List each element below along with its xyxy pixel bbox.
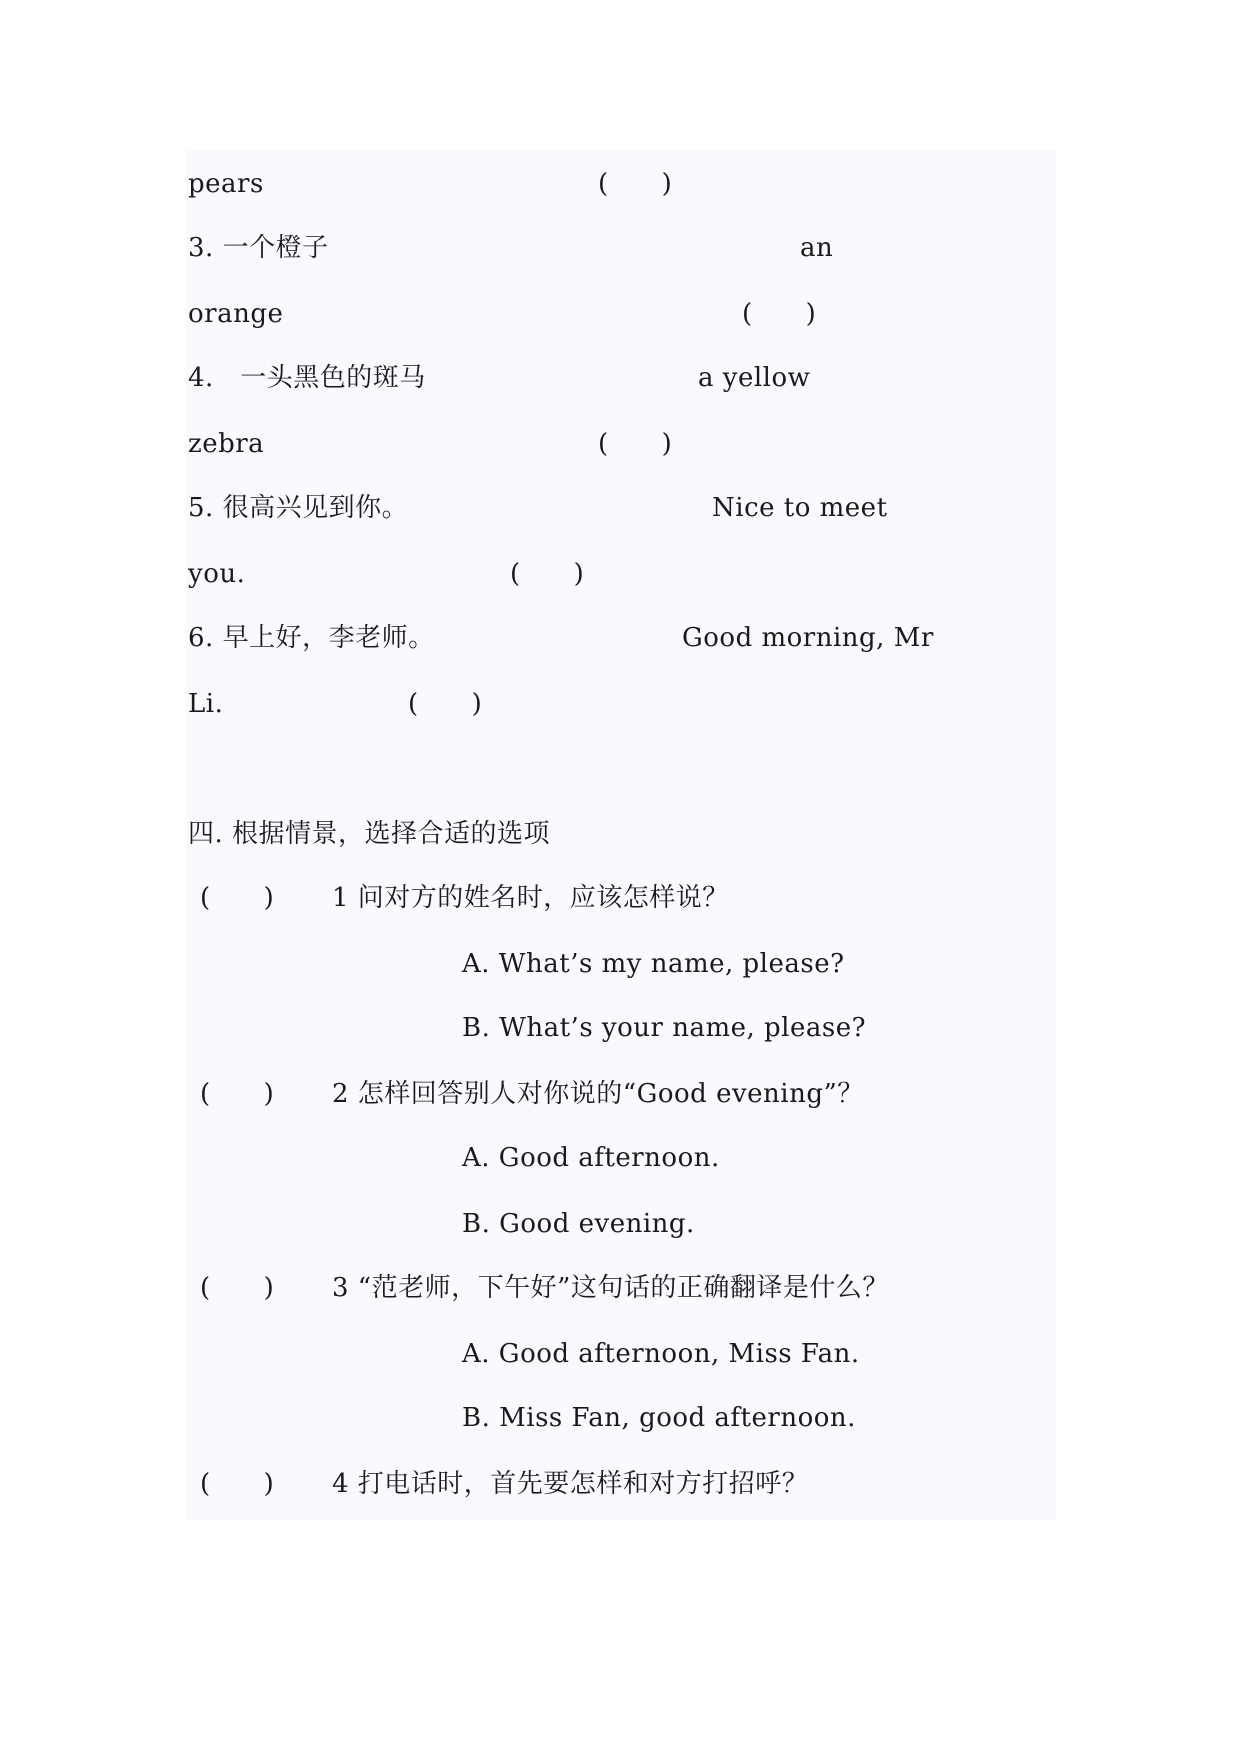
section4-heading: 四. 根据情景，选择合适的选项 <box>188 819 551 849</box>
item3-english: an <box>800 233 834 263</box>
item4-answer-parens: ( ) <box>598 429 673 459</box>
q3-answer-parens: ( ) <box>200 1273 275 1303</box>
q1-option-a: A. What’s my name, please? <box>462 949 845 979</box>
item5-answer-parens: ( ) <box>510 559 585 589</box>
q3-option-a: A. Good afternoon, Miss Fan. <box>462 1339 860 1369</box>
item4-english: a yellow <box>698 363 811 393</box>
q2-answer-parens: ( ) <box>200 1079 275 1109</box>
q2-question: 2 怎样回答别人对你说的“Good evening”？ <box>332 1079 864 1109</box>
item6-answer-parens: ( ) <box>408 689 483 719</box>
item5-english: Nice to meet <box>712 493 888 523</box>
q1-option-b: B. What’s your name, please? <box>462 1013 867 1043</box>
item2-english-tail: pears <box>188 169 264 199</box>
q2-option-a: A. Good afternoon. <box>462 1143 720 1173</box>
item3-english-tail: orange <box>188 299 284 329</box>
item2-answer-parens: ( ) <box>598 169 673 199</box>
item3-answer-parens: ( ) <box>742 299 817 329</box>
item5-english-tail: you. <box>188 559 246 589</box>
q1-answer-parens: ( ) <box>200 883 275 913</box>
item6-english-tail: Li. <box>188 689 224 719</box>
q3-question: 3 “范老师，下午好”这句话的正确翻译是什么？ <box>332 1273 889 1303</box>
item4-english-tail: zebra <box>188 429 265 459</box>
q4-answer-parens: ( ) <box>200 1469 275 1499</box>
item3-chinese: 3. 一个橙子 <box>188 233 329 263</box>
item6-english: Good morning, Mr <box>682 623 934 653</box>
q2-option-b: B. Good evening. <box>462 1209 695 1239</box>
item6-chinese: 6. 早上好，李老师。 <box>188 623 435 653</box>
q3-option-b: B. Miss Fan, good afternoon. <box>462 1403 856 1433</box>
item4-chinese: 4. 一头黑色的斑马 <box>188 363 426 393</box>
q1-question: 1 问对方的姓名时，应该怎样说？ <box>332 883 729 913</box>
q4-question: 4 打电话时，首先要怎样和对方打招呼？ <box>332 1469 809 1499</box>
item5-chinese: 5. 很高兴见到你。 <box>188 493 409 523</box>
